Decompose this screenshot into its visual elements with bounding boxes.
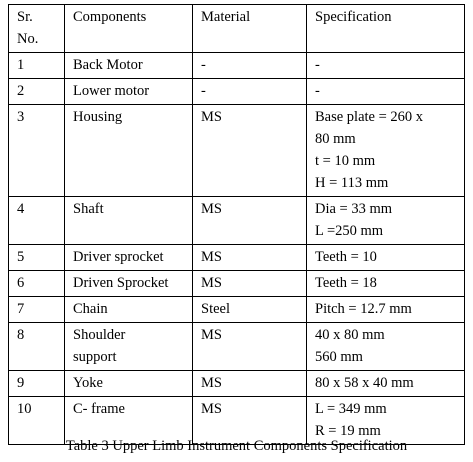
table-row (9, 245, 465, 271)
specification-line: 560 mm (315, 349, 363, 365)
cell-component (65, 323, 193, 371)
cell-specification (307, 371, 465, 397)
cell-component (65, 105, 193, 197)
specification-line: H = 113 mm (315, 175, 389, 191)
table-row (9, 297, 465, 323)
table-row (9, 197, 465, 245)
cell-material: MS (193, 397, 307, 445)
header-no-line: No. (17, 31, 39, 47)
component-line: C- frame (73, 401, 125, 417)
cell-sr-no: 10 (9, 397, 65, 445)
specification-line: 80 x 58 x 40 mm (315, 375, 414, 391)
cell-specification (307, 197, 465, 245)
component-line: Shoulder (73, 327, 126, 343)
cell-material: - (193, 53, 307, 79)
cell-material: MS (193, 105, 307, 197)
specification-line: L =250 mm (315, 223, 384, 239)
table-row (9, 53, 465, 79)
component-line: Shaft (73, 201, 104, 217)
specification-line: Teeth = 18 (315, 275, 377, 291)
header-components: Components (65, 5, 193, 53)
table-row (9, 79, 465, 105)
specification-line: 80 mm (315, 131, 356, 147)
cell-material: MS (193, 245, 307, 271)
cell-sr-no: 9 (9, 371, 65, 397)
cell-specification (307, 297, 465, 323)
specification-line: 40 x 80 mm (315, 327, 385, 343)
specification-line: t = 10 mm (315, 153, 376, 169)
header-material: Material (193, 5, 307, 53)
component-line: Back Motor (73, 57, 143, 73)
cell-sr-no: 2 (9, 79, 65, 105)
table-caption: Table 3 Upper Limb Instrument Components Specification (65, 438, 408, 454)
component-line: Housing (73, 109, 123, 125)
table-row (9, 105, 465, 197)
component-line: support (73, 349, 117, 365)
cell-component (65, 79, 193, 105)
cell-component (65, 53, 193, 79)
cell-sr-no: 3 (9, 105, 65, 197)
component-line: Driven Sprocket (73, 275, 169, 291)
cell-material: Steel (193, 297, 307, 323)
cell-specification (307, 53, 465, 79)
cell-sr-no: 8 (9, 323, 65, 371)
cell-material: - (193, 79, 307, 105)
specification-line: - (315, 57, 320, 73)
cell-sr-no: 6 (9, 271, 65, 297)
specification-line: Dia = 33 mm (315, 201, 393, 217)
table-row (9, 371, 465, 397)
cell-component (65, 245, 193, 271)
cell-material: MS (193, 271, 307, 297)
cell-material: MS (193, 323, 307, 371)
cell-specification (307, 79, 465, 105)
cell-specification (307, 271, 465, 297)
header-sr-no (9, 5, 65, 53)
specification-line: - (315, 83, 320, 99)
cell-component (65, 271, 193, 297)
specification-line: Base plate = 260 x (315, 109, 424, 125)
cell-sr-no: 5 (9, 245, 65, 271)
cell-component (65, 371, 193, 397)
specification-line: R = 19 mm (315, 423, 381, 439)
cell-sr-no: 1 (9, 53, 65, 79)
table-row (9, 323, 465, 371)
table-header-row (9, 5, 465, 53)
component-line: Lower motor (73, 83, 150, 99)
specification-line: Pitch = 12.7 mm (315, 301, 412, 317)
components-spec-table (8, 4, 465, 445)
cell-material: MS (193, 197, 307, 245)
header-specification: Specification (307, 5, 465, 53)
cell-specification (307, 245, 465, 271)
cell-specification (307, 105, 465, 197)
component-line: Yoke (73, 375, 103, 391)
cell-component (65, 297, 193, 323)
specification-line: L = 349 mm (315, 401, 387, 417)
table-row (9, 271, 465, 297)
header-sr-line: Sr. (17, 9, 33, 25)
cell-component (65, 197, 193, 245)
table-body (9, 53, 465, 445)
component-line: Driver sprocket (73, 249, 164, 265)
component-line: Chain (73, 301, 108, 317)
cell-material: MS (193, 371, 307, 397)
cell-specification (307, 323, 465, 371)
cell-sr-no: 4 (9, 197, 65, 245)
specification-line: Teeth = 10 (315, 249, 377, 265)
cell-sr-no: 7 (9, 297, 65, 323)
